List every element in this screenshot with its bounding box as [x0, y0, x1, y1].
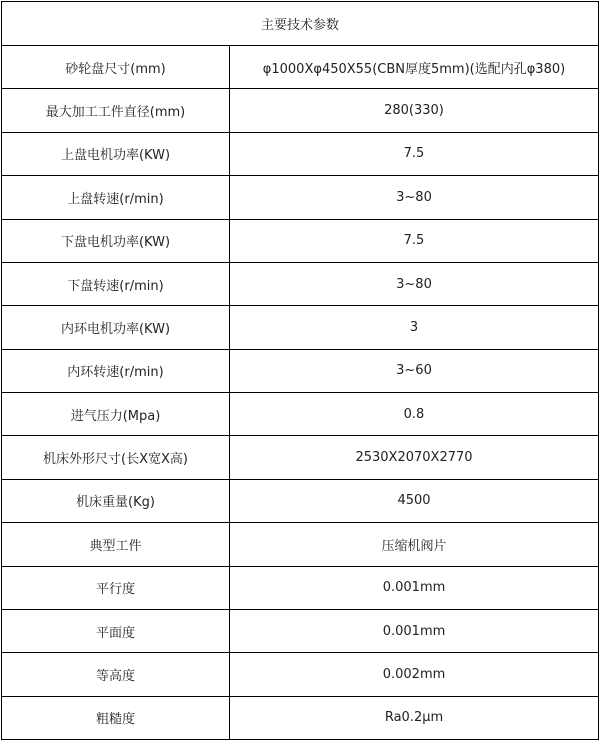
param-value: 280(330): [230, 89, 599, 132]
param-value: 2530X2070X2770: [230, 436, 599, 479]
table-row: [2, 89, 599, 132]
param-value: 4500: [230, 479, 599, 522]
param-value: Ra0.2μm: [230, 696, 599, 739]
table-title-row: [2, 2, 599, 46]
param-value: 0.002mm: [230, 653, 599, 696]
param-label: 平行度: [2, 566, 230, 609]
param-label: 砂轮盘尺寸(mm): [2, 46, 230, 89]
table-row: [2, 566, 599, 609]
param-label: 机床外形尺寸(长X宽X高): [2, 436, 230, 479]
table-row: [2, 393, 599, 436]
param-label: 最大加工工件直径(mm): [2, 89, 230, 132]
param-label: 平面度: [2, 609, 230, 652]
table-row: [2, 523, 599, 566]
param-label: 内环转速(r/min): [2, 349, 230, 392]
param-label: 等高度: [2, 653, 230, 696]
table-row: [2, 262, 599, 305]
param-label: 典型工件: [2, 523, 230, 566]
param-value: 0.8: [230, 393, 599, 436]
param-value: 3~60: [230, 349, 599, 392]
param-value: 3: [230, 306, 599, 349]
param-label: 内环电机功率(KW): [2, 306, 230, 349]
table-row: [2, 436, 599, 479]
spec-table-body: [2, 2, 599, 740]
param-label: 上盘电机功率(KW): [2, 132, 230, 175]
param-value: 0.001mm: [230, 609, 599, 652]
param-label: 下盘电机功率(KW): [2, 219, 230, 262]
param-value: 7.5: [230, 132, 599, 175]
param-label: 机床重量(Kg): [2, 479, 230, 522]
table-title: 主要技术参数: [2, 2, 599, 46]
table-row: [2, 306, 599, 349]
param-label: 粗糙度: [2, 696, 230, 739]
param-value: 7.5: [230, 219, 599, 262]
spec-table: [1, 1, 599, 740]
param-value: 3~80: [230, 262, 599, 305]
param-value: φ1000Xφ450X55(CBN厚度5mm)(选配内孔φ380): [230, 46, 599, 89]
param-label: 进气压力(Mpa): [2, 393, 230, 436]
table-row: [2, 46, 599, 89]
param-value: 压缩机阀片: [230, 523, 599, 566]
table-row: [2, 653, 599, 696]
table-row: [2, 132, 599, 175]
param-label: 上盘转速(r/min): [2, 176, 230, 219]
table-row: [2, 219, 599, 262]
param-value: 3~80: [230, 176, 599, 219]
table-row: [2, 696, 599, 739]
param-label: 下盘转速(r/min): [2, 262, 230, 305]
table-row: [2, 609, 599, 652]
param-value: 0.001mm: [230, 566, 599, 609]
table-row: [2, 349, 599, 392]
table-row: [2, 479, 599, 522]
table-row: [2, 176, 599, 219]
